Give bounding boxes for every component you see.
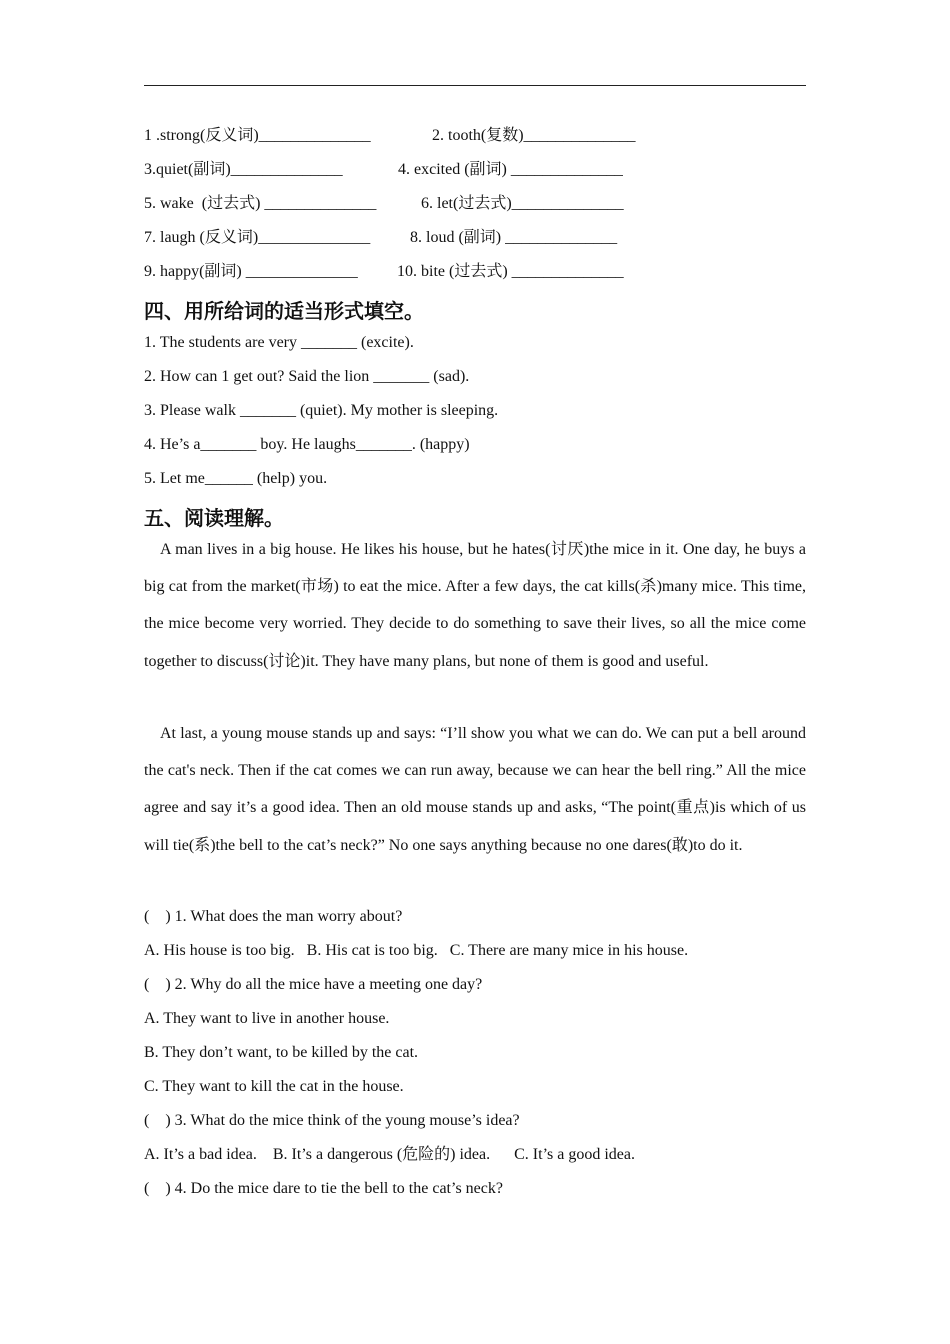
- s3-item-1: 1 .strong(反义词)______________: [144, 127, 371, 144]
- s3-item-10: 10. bite (过去式) ______________: [397, 263, 624, 280]
- question-2-option-b: B. They don’t want, to be killed by the cat.: [144, 1044, 419, 1061]
- s4-item-3: 3. Please walk _______ (quiet). My mother is sleeping.: [144, 402, 499, 419]
- question-1: ( ) 1. What does the man worry about?: [144, 908, 403, 925]
- section5-title: 五、阅读理解。: [144, 506, 284, 530]
- header-rule: [144, 85, 806, 86]
- question-2-option-a: A. They want to live in another house.: [144, 1010, 390, 1027]
- question-2-option-c: C. They want to kill the cat in the house.: [144, 1078, 404, 1095]
- s4-item-4: 4. He’s a_______ boy. He laughs_______. (happy): [144, 436, 470, 453]
- s4-item-2: 2. How can 1 get out? Said the lion _______ (sad).: [144, 368, 470, 385]
- s3-item-2: 2. tooth(复数)______________: [432, 127, 636, 144]
- reading-passage: [144, 531, 806, 680]
- passage-paragraph-1: A man lives in a big house. He likes his house, but he hates(讨厌)the mice in it. One day, he buys a big cat from the market(市场) to eat the mice. After a few days, the cat kills(杀)many mice. This time, the mice become very worried. They decide to do something to save their lives, so all the mice come together to discuss(讨论)it. They have many plans, but none of them is good and useful.: [144, 541, 806, 670]
- passage-paragraph-2: At last, a young mouse stands up and says: “I’ll show you what we can do. We can put a bell around the cat's neck. Then if the cat comes we can run away, because we can hear the bell ring.” All the mice agree and say it’s a good idea. Then an old mouse stands up and asks, “The point(重点)is which of us will tie(系)the bell to the cat’s neck?” No one says anything because no one dares(敢)to do it.: [144, 725, 806, 854]
- question-1-options: A. His house is too big. B. His cat is too big. C. There are many mice in his house.: [144, 942, 689, 959]
- question-3-options: A. It’s a bad idea. B. It’s a dangerous (危险的) idea. C. It’s a good idea.: [144, 1146, 636, 1163]
- s3-item-9: 9. happy(副词) ______________: [144, 263, 358, 280]
- section4-title: 四、用所给词的适当形式填空。: [144, 299, 424, 323]
- question-3: ( ) 3. What do the mice think of the young mouse’s idea?: [144, 1112, 520, 1129]
- s3-item-8: 8. loud (副词) ______________: [410, 229, 618, 246]
- reading-passage-2: [144, 715, 806, 864]
- s3-item-5: 5. wake (过去式) ______________: [144, 195, 377, 212]
- s3-item-4: 4. excited (副词) ______________: [398, 161, 623, 178]
- s3-item-6: 6. let(过去式)______________: [421, 195, 624, 212]
- question-2: ( ) 2. Why do all the mice have a meeting one day?: [144, 976, 483, 993]
- s3-item-3: 3.quiet(副词)______________: [144, 161, 343, 178]
- s4-item-5: 5. Let me______ (help) you.: [144, 470, 328, 487]
- question-4: ( ) 4. Do the mice dare to tie the bell to the cat’s neck?: [144, 1180, 503, 1197]
- s3-item-7: 7. laugh (反义词)______________: [144, 229, 371, 246]
- s4-item-1: 1. The students are very _______ (excite).: [144, 334, 414, 351]
